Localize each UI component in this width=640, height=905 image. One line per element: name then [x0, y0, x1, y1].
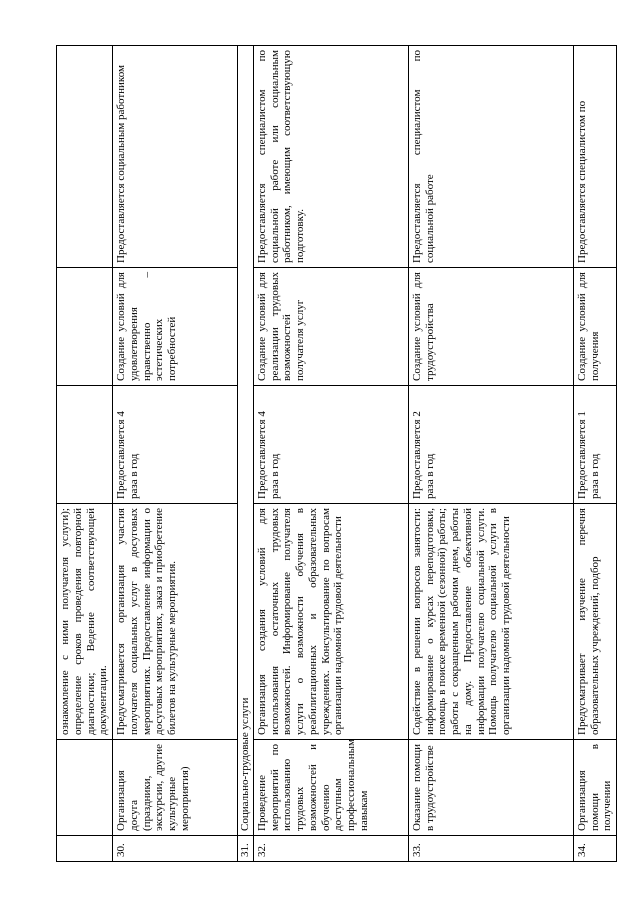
service-description: Организация создания условий для использования остаточных трудовых возможностей. Информирование получателя услуги о возможности обучения в реабилитационных и образовательных учреждениях. Консультирование по вопросам организации надомной трудовой деятельности	[253, 504, 408, 740]
service-description: Предусматривается организация участия получателя социальных услуг в досуговых мероприятиях. Предоставление информации о досуговых мероприятиях, заказ и приобретение билетов на культурные мероприятия.	[113, 504, 238, 740]
row-number: 30.	[113, 836, 238, 862]
service-frequency	[253, 386, 408, 504]
table-row	[253, 46, 408, 862]
service-provider: Предоставляется специалистом по	[573, 46, 616, 268]
service-frequency	[573, 386, 616, 504]
service-name: Организация досуга (праздники, экскурсии, другие культурные мероприятия)	[113, 740, 238, 836]
frequency-text: Предоставляется 4 раза в год	[115, 411, 140, 499]
service-condition: Создание условий для удовлетворения нравственно – эстетических потребностей	[113, 268, 238, 386]
service-provider: Предоставляется специалистом по социальной работе	[408, 46, 573, 268]
row-number: 32.	[253, 836, 408, 862]
service-description: Содействие в решении вопросов занятости: информирование о курсах переподготовки, помощь в поиске временной (сезонной) работы; работы с сокращенным рабочим днем, работы на дому. Предоставление объективной информации получателю социальной услуги. Помощь получателю социальной услуги в организации надомной трудовой деятельности	[408, 504, 573, 740]
service-condition: Создание условий для реализации трудовых возможностей получателя услуг	[253, 268, 408, 386]
row-number: 34.	[573, 836, 616, 862]
service-provider: Предоставляется социальным работником	[113, 46, 238, 268]
rotated-page	[56, 46, 614, 862]
frequency-text: Предоставляется 1 раза в год	[575, 411, 601, 499]
service-description: Предусматривает изучение перечня образовательных учреждений, подбор	[573, 504, 616, 740]
service-frequency	[408, 386, 573, 504]
service-provider	[57, 46, 113, 268]
frequency-text: Предоставляется 4 раза в год	[255, 411, 281, 499]
table-row	[573, 46, 616, 862]
service-condition: Создание условий для трудоустройства	[408, 268, 573, 386]
row-number: 33.	[408, 836, 573, 862]
service-name: Организация помощи в получении	[573, 740, 616, 836]
table-row	[113, 46, 238, 862]
table-row	[57, 46, 113, 862]
section-title: Социально-трудовые услуги	[238, 46, 254, 836]
row-number	[57, 836, 113, 862]
section-row	[238, 46, 254, 862]
frequency-text: Предоставляется 2 раза в год	[410, 411, 436, 499]
service-name: Проведение мероприятий по использованию трудовых возможностей и обучению доступным профессиональным навыкам	[253, 740, 408, 836]
service-frequency	[113, 386, 238, 504]
row-number: 31.	[238, 836, 254, 862]
social-services-table	[56, 45, 617, 862]
service-provider: Предоставляется специалистом по социальной работе или социальным работником, имеющим соответствующую подготовку.	[253, 46, 408, 268]
table-row	[408, 46, 573, 862]
service-frequency	[57, 386, 113, 504]
service-condition	[57, 268, 113, 386]
service-condition: Создание условий для получения	[573, 268, 616, 386]
service-name: Оказание помощи в трудоустройстве	[408, 740, 573, 836]
service-description: ознакомление с ними получателя услуги); определение сроков проведения повторной диагностики; Ведение соответствующей документации.	[57, 504, 113, 740]
service-name	[57, 740, 113, 836]
